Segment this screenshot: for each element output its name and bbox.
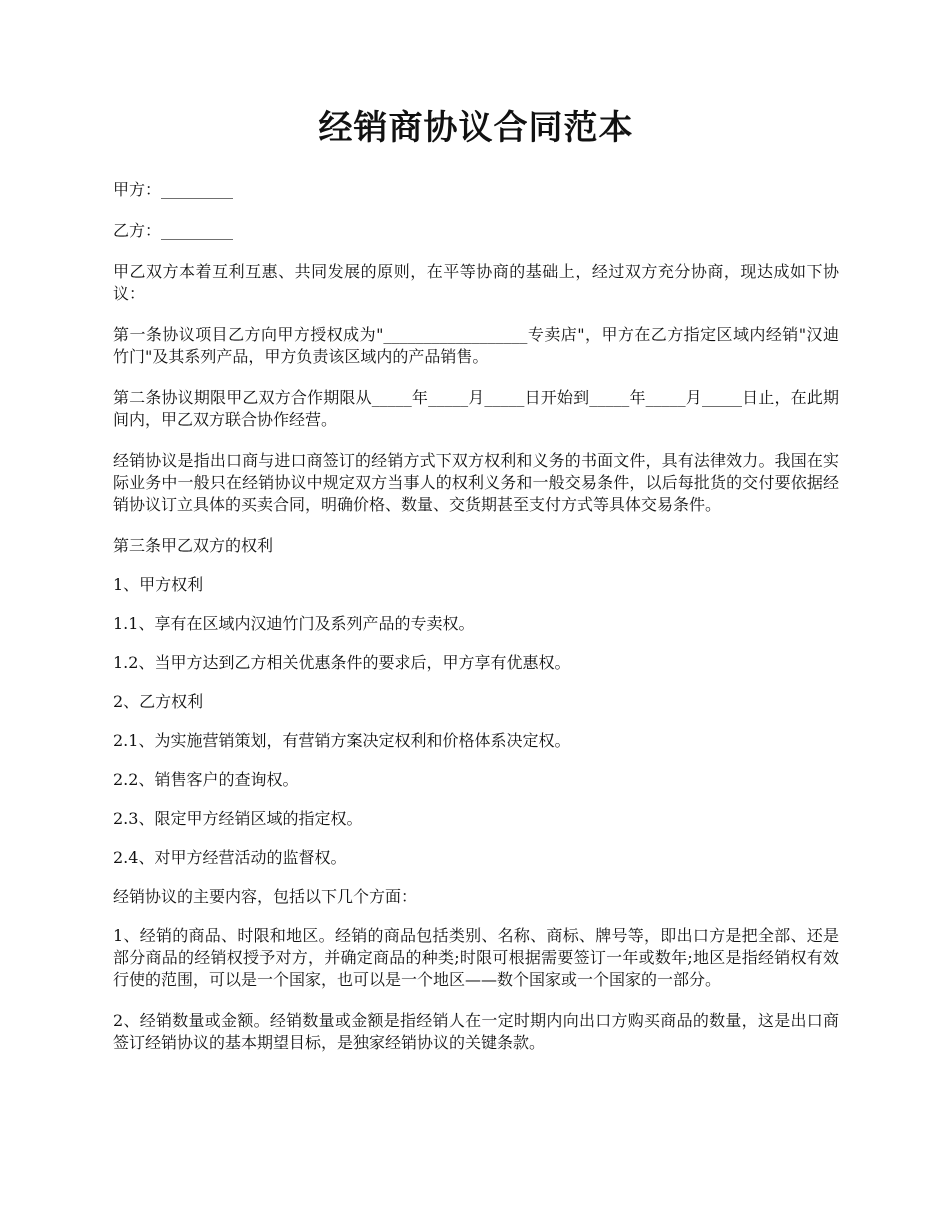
- party-a-right-2: 1.2、当甲方达到乙方相关优惠条件的要求后，甲方享有优惠权。: [113, 652, 571, 672]
- party-a-rights-heading: 1、甲方权利: [113, 574, 204, 594]
- main-content-heading: 经销协议的主要内容，包括以下几个方面：: [113, 886, 418, 906]
- article-2-paragraph: 第二条协议期限甲乙双方合作期限从_____年_____月_____日开始到_____年_____月_____日止，在此期间内，甲乙双方联合协作经营。: [113, 387, 839, 429]
- article-3-heading: 第三条甲乙双方的权利: [113, 535, 274, 555]
- preamble-paragraph: 甲乙双方本着互利互惠、共同发展的原则，在平等协商的基础上，经过双方充分协商，现达成如下协议：: [113, 261, 839, 303]
- party-a-right-1: 1.1、享有在区域内汉迪竹门及系列产品的专卖权。: [113, 613, 475, 633]
- article-1-paragraph: 第一条协议项目乙方向甲方授权成为"__________________专卖店"，甲方在乙方指定区域内经销"汉迪竹门"及其系列产品，甲方负责该区域内的产品销售。: [113, 324, 839, 366]
- definition-paragraph: 经销协议是指出口商与进口商签订的经销方式下双方权利和义务的书面文件，具有法律效力。我国在实际业务中一般只在经销协议中规定双方当事人的权利义务和一般交易条件，以后每批货的交付要依据经销协议订立具体的买卖合同，明确价格、数量、交货期甚至支付方式等具体交易条件。: [113, 450, 839, 514]
- content-item-2: 2、经销数量或金额。经销数量或金额是指经销人在一定时期内向出口方购买商品的数量，这是出口商签订经销协议的基本期望目标，是独家经销协议的关键条款。: [113, 1010, 839, 1052]
- party-b-rights-heading: 2、乙方权利: [113, 691, 204, 711]
- party-a-line: 甲方：_________: [113, 179, 234, 199]
- party-b-line: 乙方：_________: [113, 220, 234, 240]
- party-b-right-3: 2.3、限定甲方经销区域的指定权。: [113, 808, 363, 828]
- content-item-1: 1、经销的商品、时限和地区。经销的商品包括类别、名称、商标、牌号等，即出口方是把全部、还是部分商品的经销权授予对方，并确定商品的种类;时限可根据需要签订一年或数年;地区是指经销权有效行使的范围，可以是一个国家，也可以是一个地区——数个国家或一个国家的一部分。: [113, 925, 839, 989]
- party-b-right-1: 2.1、为实施营销策划，有营销方案决定权利和价格体系决定权。: [113, 730, 571, 750]
- party-b-right-2: 2.2、销售客户的查询权。: [113, 769, 299, 789]
- party-b-right-4: 2.4、对甲方经营活动的监督权。: [113, 847, 347, 867]
- document-page: [113, 108, 839, 1073]
- document-title: 经销商协议合同范本: [318, 108, 634, 148]
